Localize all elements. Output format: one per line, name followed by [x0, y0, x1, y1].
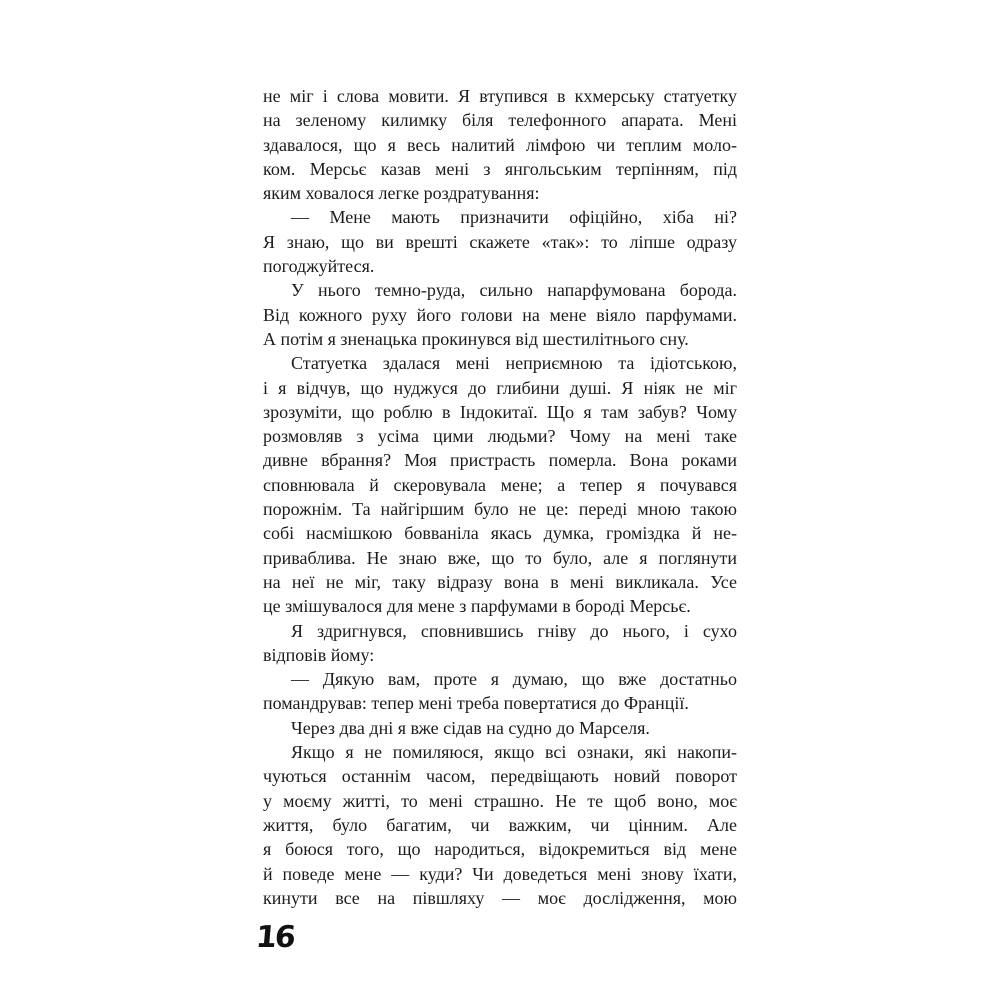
text-line: життя, було багатим, чи важким, чи цінним. Але — [263, 814, 737, 835]
text-line: кинути все на півшляху — моє дослідження, мою — [263, 887, 737, 908]
text-line: чуються останнім часом, передвіщають новий поворот — [263, 766, 737, 787]
paragraph — [263, 205, 737, 278]
text-line: розмовляв з усіма цими людьми? Чому на мені таке — [263, 426, 737, 447]
text-line: не міг і слова мовити. Я втупився в кхмерську статуетку — [263, 86, 737, 106]
paragraph — [263, 667, 737, 716]
text-line: я боюся того, що народиться, відокремиться від мене — [263, 839, 737, 860]
text-line: зрозуміти, що роблю в Індокитаї. Що я там забув? Чому — [263, 401, 737, 422]
text-line: — Дякую вам, проте я думаю, що вже достатньо — [291, 669, 737, 690]
text-line: Від кожного руху його голови на мене віяло парфумами. — [263, 304, 737, 325]
text-line: сповнювала й скеровувала мене; а тепер я почувався — [263, 474, 737, 495]
text-line: і я відчув, що нуджуся до глибини душі. Я ніяк не міг — [263, 377, 737, 398]
text-line: Статуетка здалася мені неприємною та ідіотською, — [291, 353, 737, 374]
text-line: погоджуйтеся. — [263, 256, 375, 277]
text-line: — Мене мають призначити офіційно, хіба ні? — [291, 207, 737, 228]
text-line: здавалося, що я весь налитий лімфою чи теплим моло- — [263, 134, 737, 155]
body-text — [263, 84, 737, 910]
text-line: порожнім. Та найгіршим було не це: переді мною такою — [263, 499, 737, 520]
paragraph — [263, 740, 737, 910]
text-line: й поведе мене — куди? Чи доведеться мені знову їхати, — [263, 863, 737, 884]
text-line: Я здригнувся, сповнившись гніву до нього, і сухо — [291, 620, 737, 641]
page-number: 16 — [254, 920, 296, 955]
text-line: У нього темно-руда, сильно напарфумована борода. — [291, 280, 737, 301]
text-line: це змішувалося для мене з парфумами в бороді Мерсьє. — [263, 596, 691, 617]
paragraph — [263, 84, 737, 205]
paragraph — [263, 278, 737, 351]
paragraph — [263, 619, 737, 668]
text-line: у моєму житті, то мені страшно. Не те щоб воно, моє — [263, 790, 737, 811]
text-line: помандрував: тепер мені треба повертатися до Франції. — [263, 693, 689, 714]
text-line: ком. Мерсьє казав мені з янгольським терпінням, під — [263, 158, 737, 179]
paragraph — [263, 351, 737, 618]
text-line: А потім я зненацька прокинувся від шестилітнього сну. — [263, 328, 689, 349]
text-line: відповів йому: — [263, 644, 375, 665]
text-line: приваблива. Не знаю вже, що то було, але я поглянути — [263, 547, 737, 568]
text-line: Через два дні я вже сідав на судно до Марселя. — [291, 717, 650, 738]
text-line: на зеленому килимку біля телефонного апарата. Мені — [263, 110, 737, 131]
text-line: Якщо я не помиляюся, якщо всі ознаки, які накопи- — [291, 742, 737, 763]
paragraph — [263, 716, 737, 740]
text-line: Я знаю, що ви врешті скажете «так»: то ліпше одразу — [263, 231, 737, 252]
text-line: на неї не міг, таку відразу вона в мені викликала. Усе — [263, 571, 737, 592]
text-line: яким ховалося легке роздратування: — [263, 183, 540, 204]
text-line: собі насмішкою бовваніла якась думка, громіздка й не- — [263, 523, 737, 544]
text-line: дивне вбрання? Моя пристрасть померла. Вона роками — [263, 450, 737, 471]
